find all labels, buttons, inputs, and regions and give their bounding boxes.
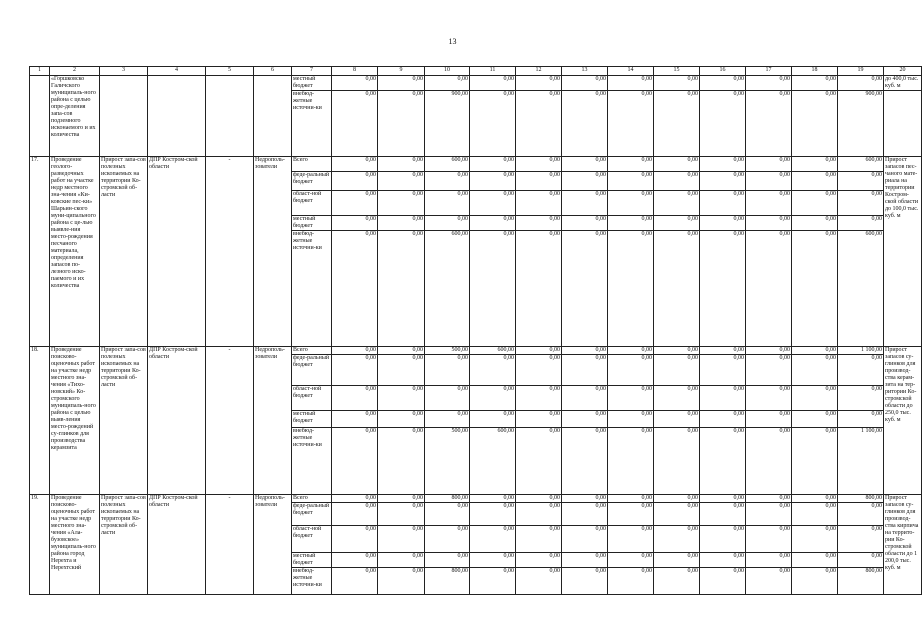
- amount-cell: 0,00: [746, 495, 792, 503]
- item-name: Проведение поисково-оценочных работ на участке недр местного зна-чения «Ала-бузовское» муниципаль-ного района город Нерехта и Нерехтский: [50, 495, 100, 595]
- column-number: 9: [378, 67, 425, 76]
- empty-cell: [148, 76, 206, 157]
- amount-cell: 0,00: [608, 91, 654, 157]
- item-number: [30, 76, 50, 157]
- amount-cell: 0,00: [838, 553, 884, 568]
- item-name: «Горшковско Галичского муниципаль-ного района с целью опре-деления запа-сов подземного исконаемого и их количества: [50, 76, 100, 157]
- financing-table: [29, 66, 922, 595]
- item-number: 17.: [30, 157, 50, 347]
- amount-cell: 0,00: [516, 553, 562, 568]
- item-number: 19.: [30, 495, 50, 595]
- amount-cell: 0,00: [332, 495, 378, 503]
- amount-cell: 0,00: [425, 386, 470, 411]
- amount-cell: 500,00: [425, 428, 470, 495]
- amount-cell: 0,00: [425, 355, 470, 386]
- amount-cell: 0,00: [608, 386, 654, 411]
- amount-cell: 0,00: [425, 76, 470, 91]
- amount-cell: 0,00: [562, 216, 608, 231]
- amount-cell: 0,00: [608, 157, 654, 172]
- column-number: 19: [838, 67, 884, 76]
- item-col5: -: [206, 495, 254, 595]
- funding-source: феде-ральный бюджет: [292, 355, 332, 386]
- item-col5: -: [206, 157, 254, 347]
- item-name: Проведение поисково-оценочных работ на участке недр местного зна-чения «Тихо-новский» Ко-стромского муниципаль-ного района с целью выяв-ления место-рождений су-глинков для производства керамзита: [50, 347, 100, 495]
- funding-source: внебюд-жетные источни-ки: [292, 428, 332, 495]
- amount-cell: 0,00: [470, 231, 516, 347]
- amount-cell: 800,00: [838, 495, 884, 503]
- amount-cell: 0,00: [746, 503, 792, 526]
- amount-cell: 0,00: [562, 231, 608, 347]
- amount-cell: 0,00: [746, 568, 792, 595]
- amount-cell: 0,00: [516, 411, 562, 428]
- amount-cell: 0,00: [608, 428, 654, 495]
- amount-cell: 0,00: [608, 231, 654, 347]
- amount-cell: 0,00: [608, 526, 654, 553]
- amount-cell: 0,00: [746, 76, 792, 91]
- amount-cell: 0,00: [516, 503, 562, 526]
- amount-cell: 0,00: [378, 76, 425, 91]
- amount-cell: 0,00: [332, 231, 378, 347]
- amount-cell: 0,00: [516, 191, 562, 216]
- amount-cell: 0,00: [700, 91, 746, 157]
- amount-cell: 0,00: [746, 347, 792, 355]
- amount-cell: 600,00: [425, 231, 470, 347]
- amount-cell: 0,00: [378, 91, 425, 157]
- amount-cell: 0,00: [654, 503, 700, 526]
- amount-cell: 0,00: [470, 568, 516, 595]
- amount-cell: 600,00: [470, 428, 516, 495]
- amount-cell: 0,00: [332, 191, 378, 216]
- amount-cell: 0,00: [746, 216, 792, 231]
- amount-cell: 0,00: [792, 216, 838, 231]
- amount-cell: 0,00: [746, 386, 792, 411]
- table-row: [30, 495, 922, 503]
- column-number-row: [30, 67, 922, 76]
- column-number: 13: [562, 67, 608, 76]
- column-number: 15: [654, 67, 700, 76]
- amount-cell: 0,00: [838, 526, 884, 553]
- amount-cell: 0,00: [792, 386, 838, 411]
- amount-cell: 0,00: [516, 91, 562, 157]
- amount-cell: 0,00: [654, 76, 700, 91]
- empty-cell: [206, 76, 254, 157]
- amount-cell: 0,00: [470, 495, 516, 503]
- amount-cell: 0,00: [792, 191, 838, 216]
- amount-cell: 0,00: [654, 568, 700, 595]
- amount-cell: 0,00: [608, 553, 654, 568]
- amount-cell: 0,00: [470, 553, 516, 568]
- amount-cell: 0,00: [378, 172, 425, 191]
- amount-cell: 0,00: [654, 191, 700, 216]
- amount-cell: 0,00: [838, 503, 884, 526]
- amount-cell: 0,00: [746, 428, 792, 495]
- column-number: 14: [608, 67, 654, 76]
- amount-cell: 0,00: [608, 216, 654, 231]
- amount-cell: 0,00: [792, 76, 838, 91]
- funding-source: феде-ральный бюджет: [292, 172, 332, 191]
- table-row: [30, 347, 922, 355]
- amount-cell: 0,00: [654, 553, 700, 568]
- amount-cell: 0,00: [700, 386, 746, 411]
- amount-cell: 0,00: [562, 355, 608, 386]
- amount-cell: 0,00: [378, 157, 425, 172]
- amount-cell: 0,00: [470, 411, 516, 428]
- column-number: 11: [470, 67, 516, 76]
- amount-cell: 0,00: [516, 347, 562, 355]
- amount-cell: 0,00: [746, 157, 792, 172]
- amount-cell: 0,00: [746, 553, 792, 568]
- funding-source: област-ной бюджет: [292, 526, 332, 553]
- funding-source: местный бюджет: [292, 411, 332, 428]
- amount-cell: 600,00: [425, 157, 470, 172]
- amount-cell: 0,00: [700, 526, 746, 553]
- amount-cell: 0,00: [425, 191, 470, 216]
- item-executor: ДПР Костром-ской области: [148, 495, 206, 595]
- amount-cell: 0,00: [700, 191, 746, 216]
- column-number: 7: [292, 67, 332, 76]
- amount-cell: 0,00: [562, 428, 608, 495]
- item-result: до 400,0 тыс. куб. м: [884, 76, 922, 91]
- amount-cell: 0,00: [654, 231, 700, 347]
- item-name: Проведение геолого-разведочных работ на участке недр местного зна-чения «Ки-ковские пес-ки» Шарьин-ского муни-ципального района с це-лью выявле-ния место-рождения песчаного материала, определения запасов по-лезного иско-паемого и их количества: [50, 157, 100, 347]
- funding-source: област-ной бюджет: [292, 191, 332, 216]
- amount-cell: 0,00: [654, 157, 700, 172]
- table-row: [30, 76, 922, 91]
- amount-cell: 0,00: [700, 411, 746, 428]
- amount-cell: 0,00: [332, 386, 378, 411]
- amount-cell: 0,00: [516, 231, 562, 347]
- amount-cell: 0,00: [516, 216, 562, 231]
- amount-cell: 0,00: [700, 495, 746, 503]
- amount-cell: 0,00: [470, 76, 516, 91]
- amount-cell: 0,00: [332, 428, 378, 495]
- funding-source: област-ной бюджет: [292, 386, 332, 411]
- item-executor: ДПР Костром-ской области: [148, 347, 206, 495]
- amount-cell: 0,00: [562, 91, 608, 157]
- amount-cell: 0,00: [516, 355, 562, 386]
- amount-cell: 0,00: [425, 553, 470, 568]
- amount-cell: 0,00: [700, 568, 746, 595]
- amount-cell: 0,00: [470, 216, 516, 231]
- column-number: 16: [700, 67, 746, 76]
- amount-cell: 0,00: [378, 347, 425, 355]
- amount-cell: 0,00: [332, 157, 378, 172]
- amount-cell: 0,00: [838, 76, 884, 91]
- amount-cell: 0,00: [516, 428, 562, 495]
- column-number: 10: [425, 67, 470, 76]
- item-goal: Прирост запа-сов полезных ископаемых на территории Ко-стромской об-ласти: [100, 347, 148, 495]
- item-result: Прирост запасов су-глинков для производ-ства кирпича на террито-рии Ко-стромской области до 1 200,0 тыс. куб. м: [884, 495, 922, 595]
- amount-cell: 0,00: [470, 355, 516, 386]
- amount-cell: 0,00: [608, 568, 654, 595]
- amount-cell: 0,00: [425, 526, 470, 553]
- funding-source: феде-ральный бюджет: [292, 503, 332, 526]
- amount-cell: 900,00: [425, 91, 470, 157]
- amount-cell: 0,00: [332, 355, 378, 386]
- amount-cell: 0,00: [470, 172, 516, 191]
- amount-cell: 0,00: [654, 526, 700, 553]
- item-result: [884, 91, 922, 157]
- amount-cell: 0,00: [562, 191, 608, 216]
- amount-cell: 0,00: [654, 216, 700, 231]
- amount-cell: 0,00: [700, 355, 746, 386]
- amount-cell: 0,00: [516, 526, 562, 553]
- amount-cell: 0,00: [654, 172, 700, 191]
- amount-cell: 0,00: [562, 76, 608, 91]
- amount-cell: 0,00: [608, 172, 654, 191]
- amount-cell: 0,00: [838, 191, 884, 216]
- amount-cell: 0,00: [700, 347, 746, 355]
- amount-cell: 0,00: [378, 553, 425, 568]
- item-number: 18.: [30, 347, 50, 495]
- amount-cell: 0,00: [562, 553, 608, 568]
- amount-cell: 0,00: [792, 428, 838, 495]
- amount-cell: 0,00: [608, 411, 654, 428]
- amount-cell: 0,00: [562, 568, 608, 595]
- amount-cell: 0,00: [654, 347, 700, 355]
- funding-source: местный бюджет: [292, 76, 332, 91]
- amount-cell: 0,00: [608, 76, 654, 91]
- funding-source: Всего: [292, 157, 332, 172]
- item-goal: Прирост запа-сов полезных ископаемых на территории Ко-стромской об-ласти: [100, 495, 148, 595]
- amount-cell: 0,00: [378, 355, 425, 386]
- amount-cell: 0,00: [470, 503, 516, 526]
- amount-cell: 0,00: [470, 526, 516, 553]
- amount-cell: 0,00: [516, 76, 562, 91]
- amount-cell: 0,00: [746, 172, 792, 191]
- funding-source: Всего: [292, 347, 332, 355]
- amount-cell: 0,00: [654, 411, 700, 428]
- amount-cell: 0,00: [378, 568, 425, 595]
- amount-cell: 0,00: [792, 553, 838, 568]
- amount-cell: 0,00: [838, 386, 884, 411]
- amount-cell: 0,00: [332, 411, 378, 428]
- amount-cell: 0,00: [470, 191, 516, 216]
- item-col6: Недрополь-зователи: [254, 347, 292, 495]
- amount-cell: 0,00: [746, 191, 792, 216]
- amount-cell: 0,00: [516, 386, 562, 411]
- amount-cell: 0,00: [700, 76, 746, 91]
- amount-cell: 0,00: [792, 157, 838, 172]
- amount-cell: 0,00: [470, 91, 516, 157]
- amount-cell: 0,00: [746, 526, 792, 553]
- amount-cell: 0,00: [608, 495, 654, 503]
- amount-cell: 0,00: [746, 231, 792, 347]
- amount-cell: 0,00: [608, 347, 654, 355]
- amount-cell: 0,00: [516, 172, 562, 191]
- amount-cell: 0,00: [746, 91, 792, 157]
- amount-cell: 0,00: [792, 172, 838, 191]
- amount-cell: 1 100,00: [838, 347, 884, 355]
- amount-cell: 0,00: [654, 91, 700, 157]
- amount-cell: 0,00: [562, 495, 608, 503]
- amount-cell: 0,00: [608, 191, 654, 216]
- amount-cell: 0,00: [378, 191, 425, 216]
- amount-cell: 0,00: [792, 503, 838, 526]
- item-result: Прирост запасов су-глинков для производ-ства керам-зита на тер-ритории Ко-стромской области до 250,0 тыс. куб. м: [884, 347, 922, 495]
- amount-cell: 0,00: [425, 172, 470, 191]
- amount-cell: 800,00: [838, 568, 884, 595]
- amount-cell: 0,00: [562, 526, 608, 553]
- column-number: 6: [254, 67, 292, 76]
- column-number: 1: [30, 67, 50, 76]
- amount-cell: 0,00: [700, 553, 746, 568]
- amount-cell: 0,00: [516, 568, 562, 595]
- amount-cell: 0,00: [654, 386, 700, 411]
- amount-cell: 0,00: [332, 76, 378, 91]
- amount-cell: 0,00: [746, 411, 792, 428]
- column-number: 18: [792, 67, 838, 76]
- amount-cell: 600,00: [838, 231, 884, 347]
- amount-cell: 0,00: [332, 347, 378, 355]
- amount-cell: 0,00: [700, 503, 746, 526]
- amount-cell: 800,00: [425, 568, 470, 595]
- amount-cell: 0,00: [746, 355, 792, 386]
- amount-cell: 0,00: [838, 172, 884, 191]
- column-number: 12: [516, 67, 562, 76]
- amount-cell: 0,00: [378, 526, 425, 553]
- amount-cell: 0,00: [792, 355, 838, 386]
- column-number: 3: [100, 67, 148, 76]
- amount-cell: 800,00: [425, 495, 470, 503]
- amount-cell: 0,00: [378, 503, 425, 526]
- amount-cell: 0,00: [792, 91, 838, 157]
- amount-cell: 0,00: [700, 172, 746, 191]
- column-number: 4: [148, 67, 206, 76]
- amount-cell: 0,00: [516, 495, 562, 503]
- amount-cell: 500,00: [425, 347, 470, 355]
- funding-source: местный бюджет: [292, 216, 332, 231]
- amount-cell: 0,00: [332, 216, 378, 231]
- amount-cell: 600,00: [470, 347, 516, 355]
- amount-cell: 0,00: [378, 495, 425, 503]
- amount-cell: 0,00: [562, 157, 608, 172]
- amount-cell: 0,00: [425, 216, 470, 231]
- amount-cell: 0,00: [332, 568, 378, 595]
- amount-cell: 0,00: [838, 216, 884, 231]
- page-number: 13: [448, 37, 457, 46]
- empty-cell: [100, 76, 148, 157]
- amount-cell: 0,00: [562, 172, 608, 191]
- amount-cell: 0,00: [654, 355, 700, 386]
- column-number: 5: [206, 67, 254, 76]
- item-executor: ДПР Костром-ской области: [148, 157, 206, 347]
- amount-cell: 0,00: [608, 503, 654, 526]
- item-goal: Прирост запа-сов полезных ископаемых на территории Ко-стромской об-ласти: [100, 157, 148, 347]
- amount-cell: 0,00: [838, 411, 884, 428]
- amount-cell: 0,00: [378, 411, 425, 428]
- amount-cell: 0,00: [378, 428, 425, 495]
- column-number: 2: [50, 67, 100, 76]
- funding-source: Всего: [292, 495, 332, 503]
- amount-cell: 0,00: [838, 355, 884, 386]
- funding-source: местный бюджет: [292, 553, 332, 568]
- empty-cell: [254, 76, 292, 157]
- amount-cell: 0,00: [792, 568, 838, 595]
- amount-cell: 0,00: [425, 411, 470, 428]
- amount-cell: 0,00: [792, 231, 838, 347]
- item-result: Прирост запасов пес-чаного мате-риала на территории Костром-ской области до 100,0 тыс. куб. м: [884, 157, 922, 347]
- amount-cell: 0,00: [562, 503, 608, 526]
- amount-cell: 0,00: [378, 216, 425, 231]
- amount-cell: 0,00: [562, 386, 608, 411]
- amount-cell: 0,00: [654, 428, 700, 495]
- amount-cell: 0,00: [608, 355, 654, 386]
- amount-cell: 0,00: [792, 526, 838, 553]
- amount-cell: 0,00: [470, 386, 516, 411]
- funding-source: внебюд-жетные источни-ки: [292, 231, 332, 347]
- amount-cell: 900,00: [838, 91, 884, 157]
- amount-cell: 0,00: [700, 157, 746, 172]
- amount-cell: 0,00: [700, 428, 746, 495]
- amount-cell: 0,00: [332, 91, 378, 157]
- amount-cell: 0,00: [332, 553, 378, 568]
- amount-cell: 0,00: [332, 526, 378, 553]
- amount-cell: 0,00: [425, 503, 470, 526]
- amount-cell: 0,00: [516, 157, 562, 172]
- amount-cell: 0,00: [562, 347, 608, 355]
- column-number: 20: [884, 67, 922, 76]
- item-col6: Недрополь-зователи: [254, 495, 292, 595]
- item-col6: Недрополь-зователи: [254, 157, 292, 347]
- amount-cell: 600,00: [838, 157, 884, 172]
- amount-cell: 0,00: [562, 411, 608, 428]
- table-row: [30, 157, 922, 172]
- amount-cell: 0,00: [378, 231, 425, 347]
- funding-source: внебюд-жетные источни-ки: [292, 568, 332, 595]
- amount-cell: 0,00: [700, 231, 746, 347]
- amount-cell: 1 100,00: [838, 428, 884, 495]
- column-number: 17: [746, 67, 792, 76]
- amount-cell: 0,00: [792, 411, 838, 428]
- amount-cell: 0,00: [792, 347, 838, 355]
- amount-cell: 0,00: [332, 503, 378, 526]
- item-col5: -: [206, 347, 254, 495]
- amount-cell: 0,00: [470, 157, 516, 172]
- amount-cell: 0,00: [792, 495, 838, 503]
- amount-cell: 0,00: [378, 386, 425, 411]
- amount-cell: 0,00: [332, 172, 378, 191]
- amount-cell: 0,00: [654, 495, 700, 503]
- amount-cell: 0,00: [700, 216, 746, 231]
- funding-source: внебюд-жетные источни-ки: [292, 91, 332, 157]
- column-number: 8: [332, 67, 378, 76]
